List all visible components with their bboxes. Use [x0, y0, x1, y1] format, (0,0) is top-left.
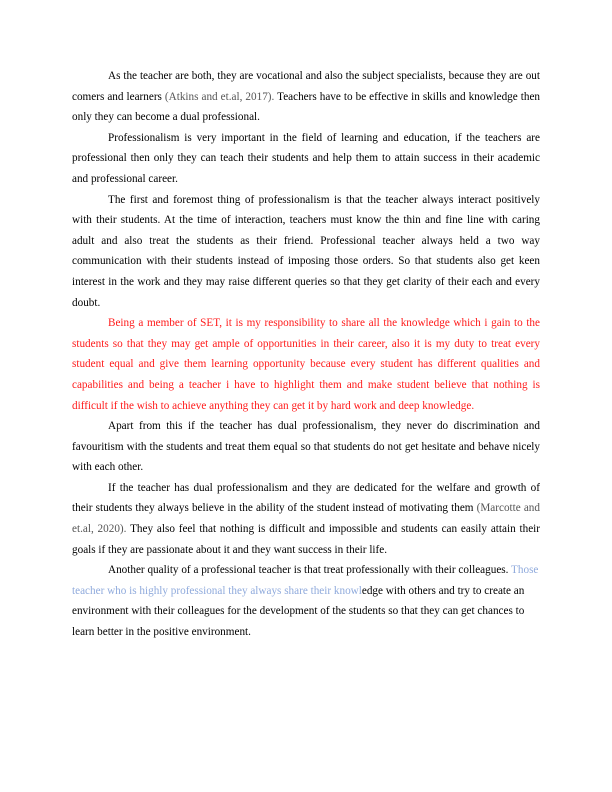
paragraph-set-member-red: [72, 313, 540, 416]
paragraph-text: Teachers have to be effective in skills and knowledge then only they can become a dual professional.: [72, 90, 540, 124]
paragraph-dual-professional: [72, 66, 540, 128]
paragraph-text: The first and foremost thing of professionalism is that the teacher always interact positively with their students. At the time of interaction, teachers must know the thin and fine line with caring adult and also treat the students as their friend. Professional teacher always held a two way communication with their students instead of imposing those orders. So that students also get keen interest in the work and they may raise different queries so that they get clarity of their each and every doubt.: [72, 193, 540, 309]
paragraph-text: They also feel that nothing is difficult and impossible and students can easily attain their goals if they are passionate about it and they want success in their life.: [72, 523, 541, 556]
paragraph-professionalism-importance: [72, 128, 540, 190]
paragraph-text: edge with others and try to create an environment with their colleagues for the development of the students so that they can get chances to learn better in the positive environment.: [72, 584, 525, 639]
paragraph-text: Professionalism is very important in the field of learning and education, if the teachers are professional then only they can teach their students and help them to attain success in their academic and professional career.: [72, 131, 540, 185]
document-page: [72, 66, 540, 643]
paragraph-text: As the teacher are both, they are vocational and also the subject specialists, because they are out comers and learners: [72, 70, 540, 103]
paragraph-discrimination: [72, 416, 540, 478]
paragraph-text: Being a member of SET, it is my responsibility to share all the knowledge which i gain to the students so that they may get ample of opportunities in their career, also it is my duty to treat every student equal and give them learning opportunity because every student has different qualities and capabilities and being a teacher i have to highlight them and make student believe that nothing is difficult if the wish to achieve anything they can get it by hard work and deep knowledge.: [72, 317, 540, 412]
citation-marcotte: (Marcotte and et.al, 2020).: [72, 502, 540, 536]
paragraph-welfare-growth: [72, 478, 540, 560]
paragraph-text: Apart from this if the teacher has dual professionalism, they never do discrimination and favouritism with the students and treat them equal so that students do not get hesitate and behave nicely with each other.: [72, 420, 540, 474]
paragraph-interaction: [72, 190, 540, 314]
paragraph-text: If the teacher has dual professionalism and they are dedicated for the welfare and growth of their students they always believe in the ability of the student instead of motivating them: [72, 481, 540, 515]
highlighted-text-blue: Those teacher who is highly professional they always share their knowl: [72, 564, 539, 597]
paragraph-text: Another quality of a professional teacher is that treat professionally with their colleagues.: [108, 564, 512, 577]
citation-atkins: (Atkins and et.al, 2017).: [164, 90, 275, 103]
paragraph-colleagues: [72, 560, 540, 642]
